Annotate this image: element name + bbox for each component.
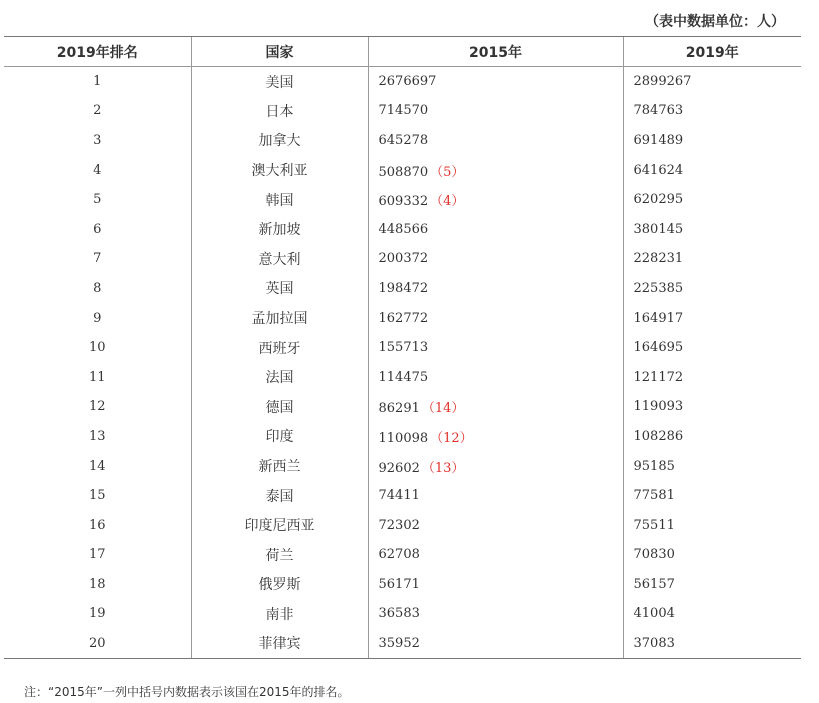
table-row xyxy=(4,570,801,600)
value-2015: 448566 xyxy=(378,221,429,237)
rank-2015-note: （13） xyxy=(421,460,465,476)
cell-rank-2019: 13 xyxy=(88,428,106,444)
cell-country: 德国 xyxy=(191,392,368,422)
cell-value-2015 xyxy=(368,96,623,126)
value-2015: 35952 xyxy=(378,635,420,651)
cell-value-2019: 121172 xyxy=(623,362,801,392)
cell-rank-2019: 5 xyxy=(93,192,102,208)
rank-2015-note: （4） xyxy=(430,194,465,210)
table-row xyxy=(4,451,801,481)
value-2015: 92602 xyxy=(378,460,420,476)
table-row xyxy=(4,599,801,629)
value-2015: 110098 xyxy=(378,430,429,446)
table-row xyxy=(4,422,801,452)
table-row xyxy=(4,274,801,304)
cell-value-2015 xyxy=(368,155,623,185)
rank-2015-note: （5） xyxy=(430,164,465,180)
table-row xyxy=(4,481,801,511)
cell-value-2015 xyxy=(368,303,623,333)
cell-value-2019: 70830 xyxy=(623,540,801,570)
cell-country: 俄罗斯 xyxy=(191,570,368,600)
value-2015: 609332 xyxy=(378,194,429,210)
cell-rank-2019: 6 xyxy=(93,221,102,237)
cell-country: 西班牙 xyxy=(191,333,368,363)
cell-country: 菲律宾 xyxy=(191,629,368,659)
table-row xyxy=(4,303,801,333)
table-row xyxy=(4,214,801,244)
cell-rank-2019: 16 xyxy=(88,517,106,533)
table-row xyxy=(4,392,801,422)
table-row xyxy=(4,540,801,570)
cell-value-2015 xyxy=(368,481,623,511)
cell-rank-2019: 19 xyxy=(88,606,106,622)
header-2019: 2019年 xyxy=(623,37,801,67)
cell-rank-2019: 14 xyxy=(88,458,106,474)
table-row xyxy=(4,510,801,540)
data-table-container xyxy=(4,36,801,659)
cell-rank-2019: 7 xyxy=(93,251,102,267)
cell-country: 日本 xyxy=(191,96,368,126)
cell-value-2019: 641624 xyxy=(623,155,801,185)
value-2015: 36583 xyxy=(378,606,420,622)
footnote: 注：“2015年”一列中括号内数据表示该国在2015年的排名。 xyxy=(24,685,350,699)
table-row xyxy=(4,185,801,215)
cell-value-2015 xyxy=(368,451,623,481)
cell-country: 英国 xyxy=(191,274,368,304)
cell-value-2015 xyxy=(368,185,623,215)
rank-2015-note: （12） xyxy=(430,430,473,446)
cell-country: 法国 xyxy=(191,362,368,392)
cell-rank-2019: 9 xyxy=(93,310,102,326)
cell-value-2015 xyxy=(368,126,623,156)
cell-value-2015 xyxy=(368,214,623,244)
rank-2015-note: （14） xyxy=(421,401,465,417)
cell-rank-2019: 1 xyxy=(93,74,102,90)
cell-country: 新加坡 xyxy=(191,214,368,244)
table-header-row xyxy=(4,37,801,67)
cell-value-2019: 228231 xyxy=(623,244,801,274)
value-2015: 62708 xyxy=(378,547,420,563)
cell-value-2019: 380145 xyxy=(623,214,801,244)
value-2015: 162772 xyxy=(378,310,429,326)
cell-value-2015 xyxy=(368,244,623,274)
cell-value-2019: 164695 xyxy=(623,333,801,363)
cell-value-2015 xyxy=(368,274,623,304)
cell-value-2015 xyxy=(368,510,623,540)
cell-rank-2019: 3 xyxy=(93,132,102,148)
cell-value-2015 xyxy=(368,422,623,452)
cell-value-2019: 691489 xyxy=(623,126,801,156)
table-row xyxy=(4,155,801,185)
cell-rank-2019: 15 xyxy=(88,488,106,504)
value-2015: 645278 xyxy=(378,132,429,148)
header-2015: 2015年 xyxy=(368,37,623,67)
student-count-table xyxy=(4,36,801,659)
value-2015: 56171 xyxy=(378,576,420,592)
cell-country: 泰国 xyxy=(191,481,368,511)
cell-value-2019: 95185 xyxy=(623,451,801,481)
table-row xyxy=(4,67,801,97)
cell-country: 孟加拉国 xyxy=(191,303,368,333)
cell-value-2019: 75511 xyxy=(623,510,801,540)
value-2015: 155713 xyxy=(378,340,429,356)
cell-value-2019: 119093 xyxy=(623,392,801,422)
cell-value-2019: 108286 xyxy=(623,422,801,452)
cell-value-2015 xyxy=(368,629,623,659)
cell-country: 意大利 xyxy=(191,244,368,274)
table-row xyxy=(4,126,801,156)
cell-value-2015 xyxy=(368,599,623,629)
cell-value-2019: 37083 xyxy=(623,629,801,659)
value-2015: 714570 xyxy=(378,103,429,119)
cell-rank-2019: 18 xyxy=(88,576,106,592)
value-2015: 198472 xyxy=(378,280,429,296)
cell-value-2015 xyxy=(368,570,623,600)
value-2015: 72302 xyxy=(378,517,420,533)
cell-rank-2019: 12 xyxy=(88,399,106,415)
unit-note: （表中数据单位：人） xyxy=(645,14,785,30)
table-row xyxy=(4,629,801,659)
cell-country: 印度尼西亚 xyxy=(191,510,368,540)
cell-rank-2019: 11 xyxy=(88,369,106,385)
cell-value-2019: 77581 xyxy=(623,481,801,511)
header-country: 国家 xyxy=(191,37,368,67)
cell-value-2019: 41004 xyxy=(623,599,801,629)
cell-value-2015 xyxy=(368,540,623,570)
table-row xyxy=(4,362,801,392)
cell-rank-2019: 20 xyxy=(4,629,191,659)
cell-country: 南非 xyxy=(191,599,368,629)
cell-country: 新西兰 xyxy=(191,451,368,481)
cell-value-2019: 56157 xyxy=(623,570,801,600)
cell-value-2015 xyxy=(368,67,623,97)
cell-country: 韩国 xyxy=(191,185,368,215)
cell-value-2019: 164917 xyxy=(623,303,801,333)
cell-value-2019: 225385 xyxy=(623,274,801,304)
table-row xyxy=(4,333,801,363)
cell-rank-2019: 8 xyxy=(93,280,102,296)
cell-value-2015 xyxy=(368,362,623,392)
value-2015: 2676697 xyxy=(378,74,437,90)
value-2015: 114475 xyxy=(378,369,429,385)
value-2015: 86291 xyxy=(378,401,420,417)
cell-country: 澳大利亚 xyxy=(191,155,368,185)
cell-value-2015 xyxy=(368,392,623,422)
table-row xyxy=(4,244,801,274)
value-2015: 74411 xyxy=(378,488,420,504)
cell-country: 荷兰 xyxy=(191,540,368,570)
cell-rank-2019: 17 xyxy=(88,547,106,563)
cell-value-2019: 620295 xyxy=(623,185,801,215)
cell-country: 加拿大 xyxy=(191,126,368,156)
cell-value-2019: 2899267 xyxy=(623,67,801,97)
table-body xyxy=(4,67,801,659)
cell-country: 美国 xyxy=(191,67,368,97)
cell-value-2019: 784763 xyxy=(623,96,801,126)
value-2015: 508870 xyxy=(378,164,429,180)
cell-value-2015 xyxy=(368,333,623,363)
cell-rank-2019: 2 xyxy=(93,103,102,119)
table-row xyxy=(4,96,801,126)
value-2015: 200372 xyxy=(378,251,429,267)
cell-country: 印度 xyxy=(191,422,368,452)
cell-rank-2019: 4 xyxy=(93,162,102,178)
cell-rank-2019: 10 xyxy=(88,340,106,356)
header-rank-2019: 2019年排名 xyxy=(4,37,191,67)
